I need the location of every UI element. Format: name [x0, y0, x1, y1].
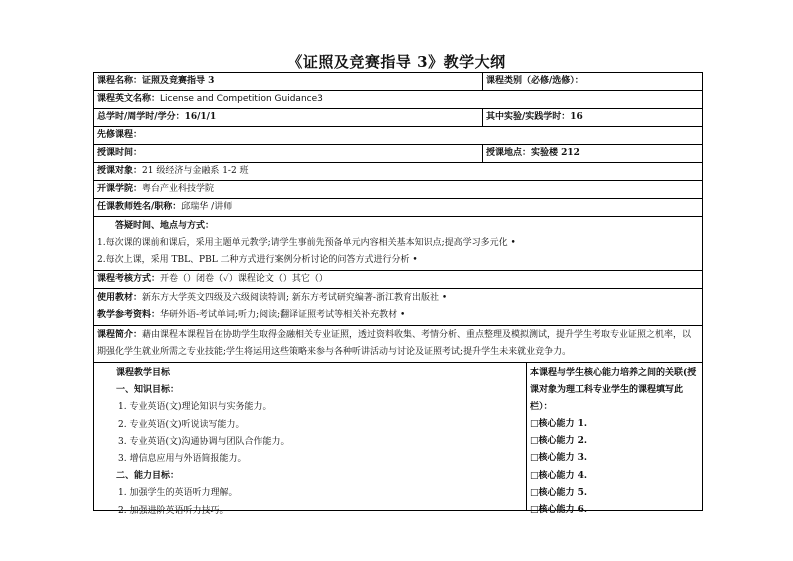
lab-hours-label: 其中实验/实践学时：: [486, 112, 571, 122]
row-college: [94, 181, 702, 199]
row-time-place: [94, 145, 702, 163]
core-ability-item: □核心能力 1.: [530, 419, 588, 429]
course-name-value: 证照及竞赛指导 3: [142, 76, 215, 86]
target-label: 授课对象：: [97, 166, 143, 176]
row-english-name: [94, 91, 702, 109]
ability-item: 1. 加强学生的英语听力理解。: [118, 488, 238, 499]
row-answer: [94, 217, 702, 271]
core-ability-column: [527, 363, 702, 515]
place-label: 授课地点：: [486, 148, 532, 158]
core-ability-item: □核心能力 5.: [530, 487, 588, 498]
row-exam: [94, 271, 702, 289]
row-course-name: [94, 73, 702, 91]
core-ability-heading: 本课程与学生核心能力培养之间的关联(授课对象为理工科专业学生的课程填写此栏）：: [530, 368, 697, 412]
time-label: 授课时间：: [97, 148, 143, 158]
core-ability-item: □核心能力 6.: [530, 504, 588, 515]
page-title: 《证照及竞赛指导 3》教学大纲: [287, 53, 506, 71]
answer-line-1: 1.每次课的课前和课后，采用主题单元教学;请学生事前先预备单元内容相关基本知识点;提高学习多元化 •: [97, 238, 516, 248]
place-value: 实验楼 212: [531, 148, 580, 158]
objectives-heading: 课程教学目标: [116, 368, 171, 378]
row-target: [94, 163, 702, 181]
teacher-value: 邱瑞华 /讲师: [181, 202, 233, 212]
answer-heading: 答疑时间、地点与方式：: [115, 221, 215, 231]
row-objectives: [94, 363, 702, 516]
answer-line-2: 2.每次上课，采用 TBL、PBL 二种方式进行案例分析讨论的问答方式进行分析 •: [97, 255, 418, 265]
reference-value: 华研外语-考试单词;听力;阅读;翻译证照考试等相关补充教材 •: [160, 310, 406, 320]
teacher-label: 任课教师姓名/职称：: [97, 202, 182, 212]
core-ability-item: □核心能力 4.: [530, 470, 588, 481]
row-hours: [94, 109, 702, 127]
exam-value: 开卷（）闭卷（✓）课程论文（）其它（）: [160, 274, 328, 284]
knowledge-item: 2. 专业英语(文)听说读写能力。: [118, 419, 245, 430]
row-materials: [94, 289, 702, 326]
ability-heading: 二、能力目标：: [116, 471, 180, 482]
row-prereq: [94, 127, 702, 145]
textbook-value: 新东方大学英文四级及六级阅读特训; 新东方考试研究编著-浙江教育出版社 •: [142, 293, 448, 303]
row-intro: [94, 326, 702, 363]
objectives-column: [94, 363, 527, 516]
row-teacher: [94, 199, 702, 217]
knowledge-item: 3. 增信息应用与外语简报能力。: [118, 453, 247, 464]
intro-text: 藉由课程本课程旨在协助学生取得金融相关专业证照，透过资料收集、考情分析、重点整理及模拟测试，提升学生考取专业证照之机率，以期强化学生就业所需之专业技能;学生将运用这些策略来参与各种听讲活动与讨论及证照考试;提升学生未来就业竞争力。: [97, 330, 692, 357]
intro-label: 课程简介：: [97, 330, 143, 340]
hours-value: 16/1/1: [184, 112, 217, 122]
knowledge-item: 3. 专业英语(文)沟通协调与团队合作能力。: [118, 436, 290, 447]
college-label: 开课学院：: [97, 184, 143, 194]
reference-label: 教学参考资料：: [97, 310, 161, 320]
english-name-value: License and Competition Guidance3: [160, 94, 323, 104]
knowledge-heading: 一、知识目标：: [116, 385, 180, 396]
course-name-label: 课程名称：: [97, 76, 143, 86]
exam-label: 课程考核方式：: [97, 274, 161, 284]
textbook-label: 使用教材：: [97, 293, 143, 303]
english-name-label: 课程英文名称：: [97, 94, 161, 104]
college-value: 粤台产业科技学院: [142, 184, 215, 194]
core-ability-item: □核心能力 2.: [530, 436, 588, 447]
core-ability-item: □核心能力 3.: [530, 453, 588, 464]
course-category-label: 课程类别（必修/选修）：: [486, 76, 584, 86]
prereq-label: 先修课程：: [97, 130, 143, 140]
ability-item: 2. 加强进阶英语听力技巧。: [118, 505, 229, 516]
lab-hours-value: 16: [570, 112, 583, 122]
hours-label: 总学时/周学时/学分：: [97, 112, 185, 122]
knowledge-item: 1. 专业英语(文)理论知识与实务能力。: [118, 402, 272, 413]
syllabus-table: [93, 72, 703, 516]
target-value: 21 级经济与金融系 1-2 班: [142, 166, 249, 176]
